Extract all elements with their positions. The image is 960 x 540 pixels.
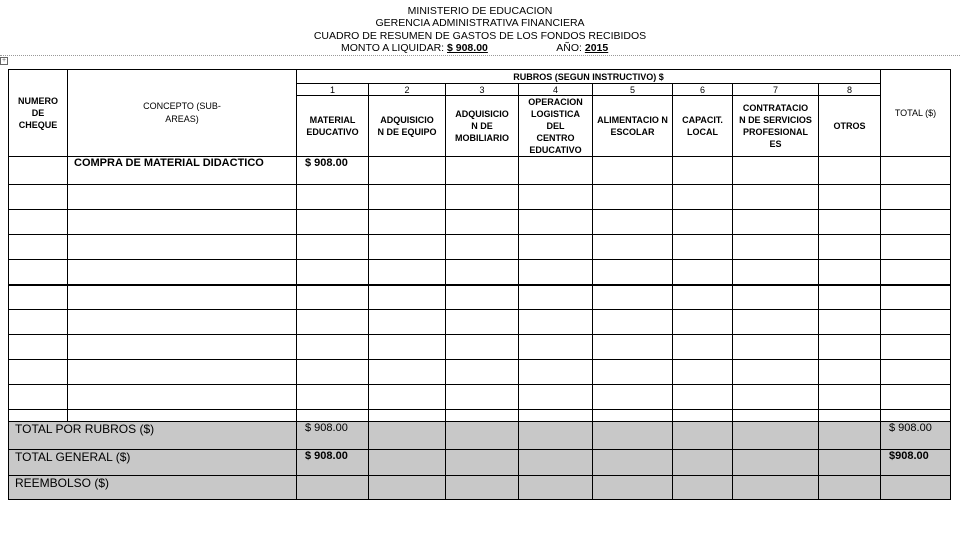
table-row <box>9 210 951 235</box>
table-row <box>9 360 951 385</box>
concepto-cell: COMPRA DE MATERIAL DIDACTICO <box>68 157 297 185</box>
rubros-title: RUBROS (SEGUN INSTRUCTIVO) $ <box>297 70 881 84</box>
table-row <box>9 157 951 185</box>
rubro-number: 1 <box>297 84 369 96</box>
rubro-operacion-logistica: OPERACION LOGISTICA DEL CENTRO EDUCATIVO <box>519 96 593 157</box>
table-row <box>9 235 951 260</box>
total-general-row <box>9 450 951 476</box>
table-row <box>9 185 951 210</box>
table-row <box>9 410 951 422</box>
rubro-number: 4 <box>519 84 593 96</box>
rubro-capacit-local: CAPACIT. LOCAL <box>673 96 733 157</box>
rubro-number: 8 <box>819 84 881 96</box>
monto-value: $ 908.00 <box>447 42 488 54</box>
monto-label: MONTO A LIQUIDAR: <box>341 42 445 54</box>
reembolso-row <box>9 476 951 500</box>
expense-summary-table <box>8 69 951 500</box>
reembolso-label: REEMBOLSO ($) <box>9 476 297 500</box>
total-por-rubros-material: $ 908.00 <box>297 422 369 450</box>
rubro-material-educativo: MATERIAL EDUCATIVO <box>297 96 369 157</box>
rubro-otros: OTROS <box>819 96 881 157</box>
col-concepto-header: CONCEPTO (SUB-AREAS) <box>68 70 297 157</box>
total-por-rubros-row <box>9 422 951 450</box>
rubro-number: 3 <box>446 84 519 96</box>
ano-label: AÑO: <box>556 42 582 54</box>
rubro-number: 7 <box>733 84 819 96</box>
rubro-number: 5 <box>593 84 673 96</box>
cheque-cell <box>9 157 68 185</box>
total-por-rubros-label: TOTAL POR RUBROS ($) <box>9 422 297 450</box>
rubro-contratacion-servicios: CONTRATACIO N DE SERVICIOS PROFESIONAL ES <box>733 96 819 157</box>
ano-value: 2015 <box>584 42 609 54</box>
rubro-number: 6 <box>673 84 733 96</box>
total-general-label: TOTAL GENERAL ($) <box>9 450 297 476</box>
anchor-marker-icon: + <box>1 57 7 64</box>
header-monto-line <box>341 42 608 54</box>
header-gerencia: GERENCIA ADMINISTRATIVA FINANCIERA <box>375 17 585 29</box>
table-row <box>9 310 951 335</box>
table-row <box>9 385 951 410</box>
material-value-cell: $ 908.00 <box>297 157 369 185</box>
col-total-header: TOTAL ($) <box>881 70 951 157</box>
header-ministry: MINISTERIO DE EDUCACION <box>407 5 553 17</box>
total-general-total: $908.00 <box>881 450 951 476</box>
rubro-adquisicion-equipo: ADQUISICIO N DE EQUIPO <box>369 96 446 157</box>
table-row <box>9 260 951 285</box>
col-numero-cheque-header: NUMERO DE CHEQUE <box>9 70 68 157</box>
total-general-material: $ 908.00 <box>297 450 369 476</box>
rubro-adquisicion-mobiliario: ADQUISICIO N DE MOBILIARIO <box>446 96 519 157</box>
total-por-rubros-total: $ 908.00 <box>881 422 951 450</box>
rubro-alimentacion-escolar: ALIMENTACIO N ESCOLAR <box>593 96 673 157</box>
table-row <box>9 335 951 360</box>
header-cuadro: CUADRO DE RESUMEN DE GASTOS DE LOS FONDOS RECIBIDOS <box>313 30 647 42</box>
rubro-number: 2 <box>369 84 446 96</box>
table-row <box>9 285 951 310</box>
page-margin-line <box>0 55 960 56</box>
